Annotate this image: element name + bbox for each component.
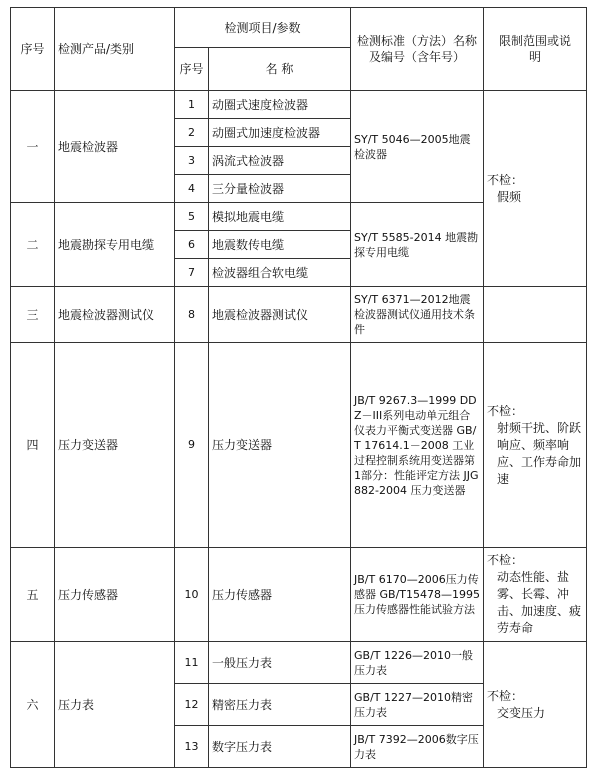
limit-title: 不检： [487, 688, 524, 703]
table-row [11, 91, 587, 119]
group-seq: 二 [11, 203, 55, 287]
header-product: 检测产品/类别 [55, 8, 175, 91]
item-name: 地震数传电缆 [209, 231, 351, 259]
item-name: 涡流式检波器 [209, 147, 351, 175]
limit-cell-1 [484, 91, 587, 287]
item-name: 模拟地震电缆 [209, 203, 351, 231]
group-seq: 三 [11, 287, 55, 343]
item-no: 4 [175, 175, 209, 203]
limit-text: 射频干扰、阶跃响应、频率响应、工作寿命加速 [497, 420, 582, 486]
item-name: 动圈式加速度检波器 [209, 119, 351, 147]
table-row [11, 343, 587, 548]
group-standard: SY/T 6371—2012地震检波器测试仪通用技术条件 [351, 287, 484, 343]
group-standard: JB/T 9267.3—1999 DDZ－III系列电动单元组合仪表力平衡式变送器 GB/T 17614.1－2008 工业过程控制系统用变送器第1部分：性能评定方法 JJG882-2004 压力变送器 [351, 343, 484, 548]
header-item-name: 名 称 [209, 48, 351, 91]
table-row [11, 287, 587, 343]
group-standard: SY/T 5585-2014 地震勘探专用电缆 [351, 203, 484, 287]
item-no: 3 [175, 147, 209, 175]
header-limit: 限制范围或说明 [484, 8, 587, 91]
header-row [11, 8, 587, 48]
item-name: 一般压力表 [209, 642, 351, 684]
header-standard: 检测标准（方法）名称及编号（含年号） [351, 8, 484, 91]
group-product: 地震勘探专用电缆 [55, 203, 175, 287]
limit-cell-2 [484, 343, 587, 548]
item-name: 三分量检波器 [209, 175, 351, 203]
item-no: 1 [175, 91, 209, 119]
item-no: 13 [175, 726, 209, 768]
limit-text: 动态性能、盐雾、长霉、冲击、加速度、疲劳寿命 [497, 570, 582, 635]
item-name: 检波器组合软电缆 [209, 259, 351, 287]
group-seq: 五 [11, 548, 55, 642]
group-product: 压力表 [55, 642, 175, 768]
limit-title: 不检： [487, 172, 524, 187]
limit-text: 假频 [497, 189, 522, 204]
group-seq: 四 [11, 343, 55, 548]
group-standard: SY/T 5046—2005地震检波器 [351, 91, 484, 203]
item-no: 11 [175, 642, 209, 684]
limit-cell-4 [484, 642, 587, 768]
item-name: 地震检波器测试仪 [209, 287, 351, 343]
item-no: 7 [175, 259, 209, 287]
item-standard: GB/T 1227—2010精密压力表 [351, 684, 484, 726]
group-seq: 一 [11, 91, 55, 203]
header-item-group: 检测项目/参数 [175, 8, 351, 48]
item-name: 数字压力表 [209, 726, 351, 768]
limit-title: 不检： [487, 403, 524, 418]
limit-cell-3 [484, 548, 587, 642]
table-row [11, 642, 587, 684]
group-seq: 六 [11, 642, 55, 768]
inspection-table [10, 7, 587, 768]
item-no: 12 [175, 684, 209, 726]
item-no: 10 [175, 548, 209, 642]
group-product: 地震检波器 [55, 91, 175, 203]
group-product: 压力传感器 [55, 548, 175, 642]
item-name: 精密压力表 [209, 684, 351, 726]
item-name: 动圈式速度检波器 [209, 91, 351, 119]
item-no: 5 [175, 203, 209, 231]
limit-text: 交变压力 [497, 705, 546, 720]
item-no: 9 [175, 343, 209, 548]
item-no: 6 [175, 231, 209, 259]
item-name: 压力传感器 [209, 548, 351, 642]
item-standard: JB/T 7392—2006数字压力表 [351, 726, 484, 768]
group-standard: JB/T 6170—2006压力传感器 GB/T15478—1995压力传感器性能试验方法 [351, 548, 484, 642]
group-product: 地震检波器测试仪 [55, 287, 175, 343]
item-no: 2 [175, 119, 209, 147]
item-no: 8 [175, 287, 209, 343]
header-seq: 序号 [11, 8, 55, 91]
limit-title: 不检： [487, 553, 524, 567]
table-row [11, 548, 587, 642]
item-standard: GB/T 1226—2010一般压力表 [351, 642, 484, 684]
header-item-seq: 序号 [175, 48, 209, 91]
item-name: 压力变送器 [209, 343, 351, 548]
group-product: 压力变送器 [55, 343, 175, 548]
limit-cell-empty [484, 287, 587, 343]
